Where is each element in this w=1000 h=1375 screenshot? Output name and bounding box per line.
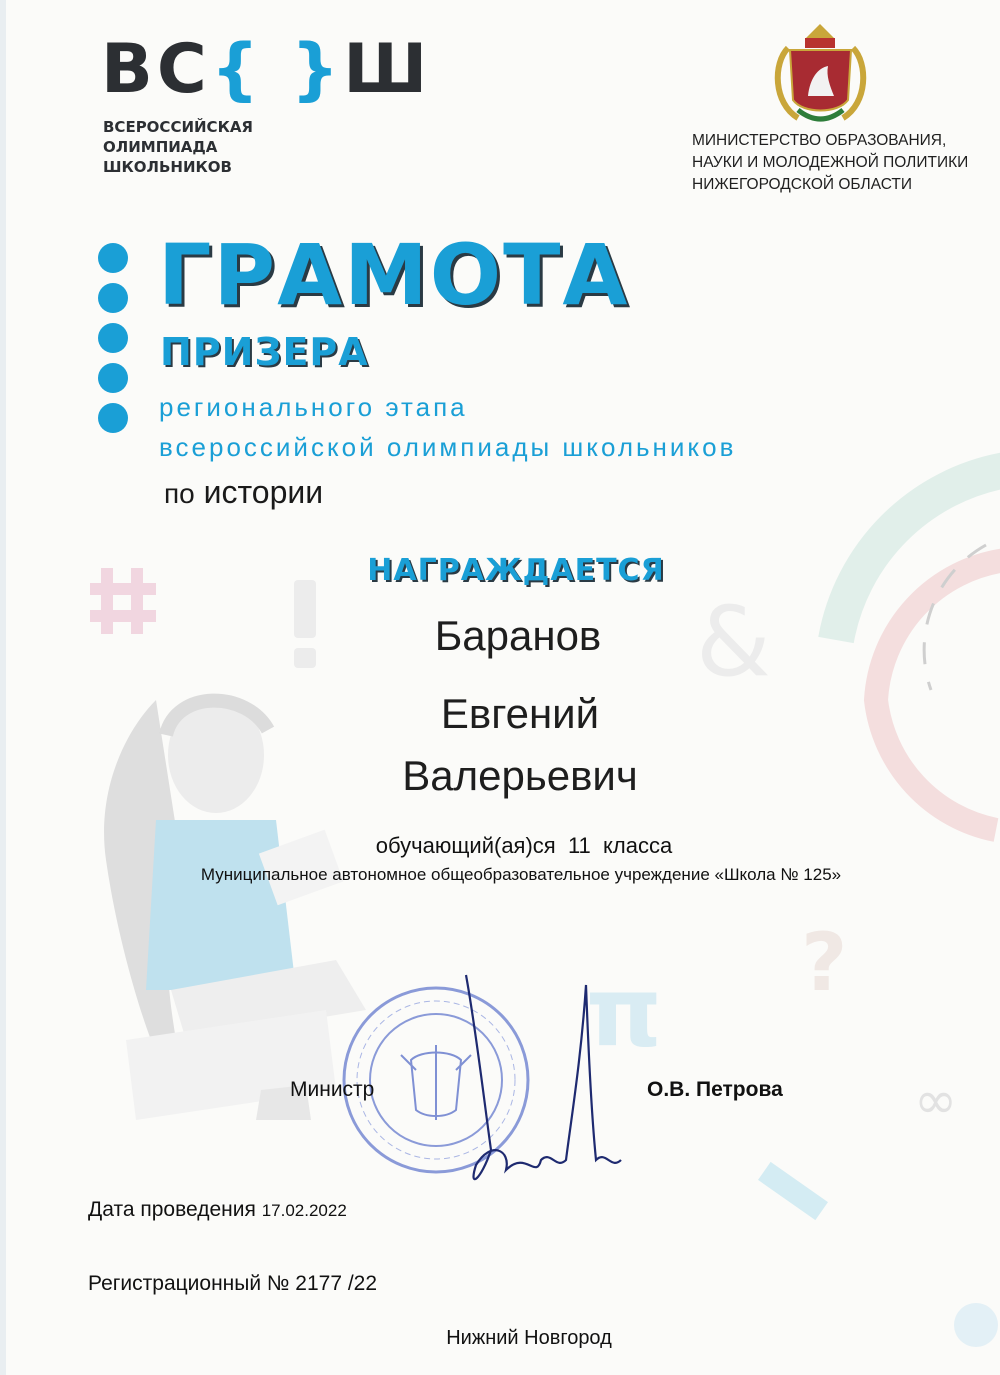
- signer-role: Министр: [290, 1078, 375, 1101]
- awarded-heading: НАГРАЖДАЕТСЯ: [367, 553, 665, 588]
- date-value: 17.02.2022: [261, 1201, 347, 1220]
- decorative-dots: [98, 243, 132, 443]
- stage-line-1: регионального этапа: [159, 392, 468, 422]
- minus-symbol: [758, 1162, 828, 1220]
- olympiad-logo-text: [103, 117, 253, 177]
- coat-of-arms-icon: [768, 18, 873, 128]
- recipient-first-name: Евгений: [440, 690, 600, 737]
- dot-icon: [98, 323, 128, 353]
- background-illustration: [6, 0, 1000, 1375]
- infinity-symbol: ∞: [914, 1071, 958, 1131]
- grade-line: [6, 833, 1000, 859]
- grade-word: класса: [603, 833, 673, 858]
- grade-number: 11: [567, 833, 591, 858]
- logo-line-3: ШКОЛЬНИКОВ: [103, 158, 232, 176]
- signer-name: О.В. Петрова: [647, 1078, 783, 1101]
- date-label: Дата проведения: [88, 1198, 256, 1221]
- dot-icon: [98, 283, 128, 313]
- reg-value: 2177 /22: [295, 1272, 378, 1295]
- school-name: Муниципальное автономное общеобразовательное учреждение «Школа № 125»: [200, 865, 842, 884]
- registration-number: [88, 1272, 377, 1296]
- ministry-name: [692, 130, 1000, 196]
- ministry-line-2: НАУКИ И МОЛОДЕЖНОЙ ПОЛИТИКИ: [692, 154, 969, 171]
- certificate-subtitle: ПРИЗЕРА: [160, 330, 369, 374]
- question-symbol: ?: [801, 916, 848, 1009]
- city-name: Нижний Новгород: [446, 1327, 612, 1349]
- logo-line-2: ОЛИМПИАДА: [103, 138, 218, 156]
- subject-name: истории: [203, 474, 324, 510]
- reg-label: Регистрационный №: [88, 1272, 290, 1295]
- ministry-line-1: МИНИСТЕРСТВО ОБРАЗОВАНИЯ,: [692, 132, 947, 149]
- certificate-title: ГРАМОТА: [158, 226, 630, 324]
- recipient-surname: Баранов: [434, 612, 602, 659]
- event-date: [88, 1198, 347, 1222]
- subject-line: [164, 474, 323, 511]
- pi-symbol: π: [586, 956, 662, 1068]
- subject-prefix: по: [164, 478, 195, 509]
- dot-icon: [98, 403, 128, 433]
- olympiad-logo-mark: ВС{ }Ш: [101, 30, 432, 109]
- logo-line-1: ВСЕРОССИЙСКАЯ: [103, 118, 253, 136]
- recipient-patronymic: Валерьевич: [402, 752, 638, 799]
- dot-icon: [98, 243, 128, 273]
- stage-line-2: всероссийской олимпиады школьников: [159, 432, 737, 462]
- ministry-line-3: НИЖЕГОРОДСКОЙ ОБЛАСТИ: [692, 176, 913, 193]
- dot-icon: [98, 363, 128, 393]
- ampersand-symbol: &: [696, 586, 771, 698]
- grade-text: обучающий(ая)ся: [375, 833, 556, 858]
